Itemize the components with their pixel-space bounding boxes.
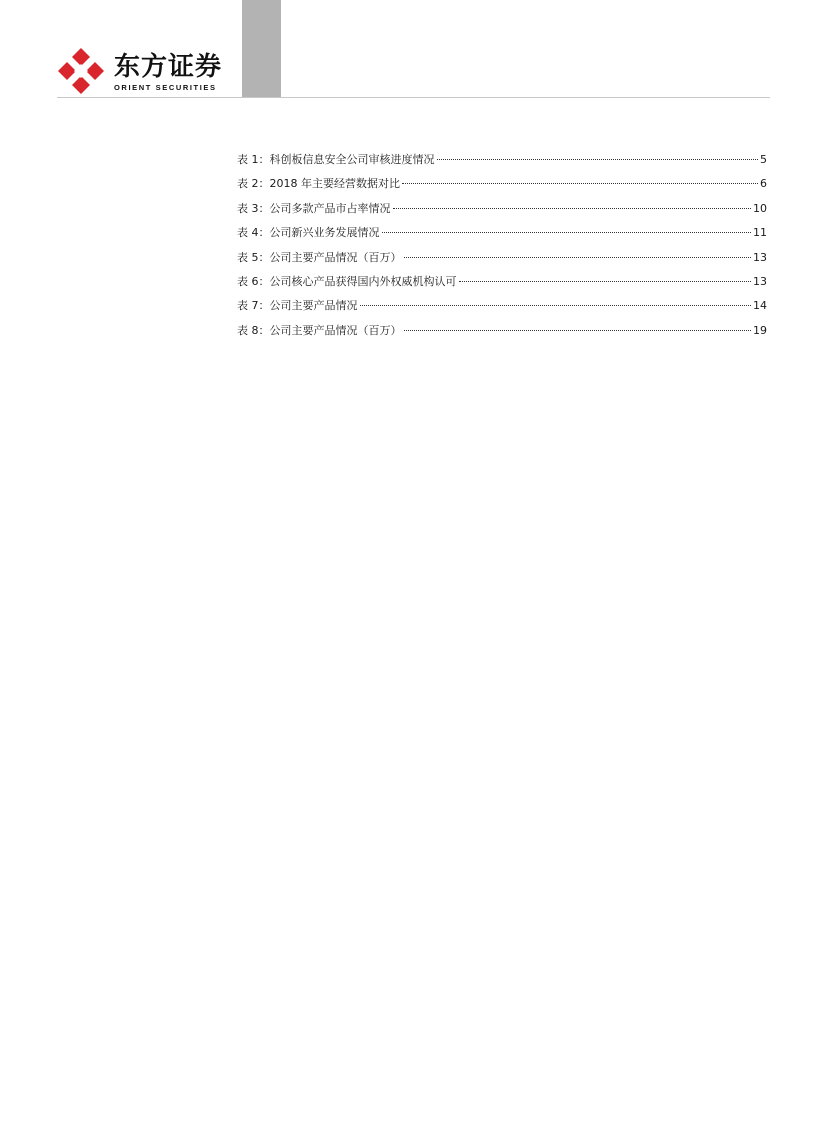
toc-entry-page: 13 [753,250,767,264]
toc-entry-label: 表 5： [237,250,270,264]
toc-entry[interactable] [237,223,767,247]
toc-entry[interactable] [237,296,767,320]
toc-dot-leader [382,232,752,233]
logo-chinese-name: 东方证券 [114,52,223,82]
toc-entry-label: 表 7： [237,299,270,313]
toc-entry-title: 科创板信息安全公司审核进度情况 [269,153,435,166]
table-of-tables [237,150,767,345]
toc-dot-leader [360,305,752,306]
toc-entry[interactable] [237,174,767,198]
toc-entry-page: 5 [760,153,767,166]
toc-dot-leader [437,159,759,160]
header-gray-block [242,0,281,98]
toc-dot-leader [402,183,758,184]
toc-entry-label: 表 8： [237,323,270,337]
toc-entry[interactable] [237,321,767,345]
toc-entry[interactable] [237,199,767,223]
toc-entry[interactable] [237,248,767,272]
toc-entry-title: 公司主要产品情况（百万） [269,323,402,337]
toc-entry[interactable] [237,272,767,296]
logo-english-name: ORIENT SECURITIES [114,83,217,92]
page-header [0,0,827,100]
toc-entry-title: 公司主要产品情况 [269,299,358,313]
toc-entry-label: 表 1： [237,153,270,166]
toc-dot-leader [404,330,752,331]
toc-entry-page: 10 [753,201,767,215]
toc-entry-title: 公司新兴业务发展情况 [269,226,380,240]
toc-entry-title: 公司多款产品市占率情况 [269,201,391,215]
toc-entry-title: 2018 年主要经营数据对比 [269,177,400,191]
toc-entry-label: 表 2： [237,177,270,191]
toc-dot-leader [404,257,752,258]
toc-entry-page: 14 [753,299,767,313]
toc-entry-label: 表 3： [237,201,270,215]
toc-entry-label: 表 4： [237,226,270,240]
toc-entry-page: 11 [753,226,767,240]
toc-entry-title: 公司主要产品情况（百万） [269,250,402,264]
header-divider [57,97,770,98]
toc-entry-page: 6 [760,177,767,191]
toc-entry[interactable] [237,150,767,174]
toc-entry-page: 13 [753,274,767,288]
toc-entry-page: 19 [753,323,767,337]
toc-entry-title: 公司核心产品获得国内外权威机构认可 [269,274,457,288]
orient-securities-logo-icon [57,48,105,94]
toc-dot-leader [393,208,752,209]
toc-dot-leader [459,281,752,282]
toc-entry-label: 表 6： [237,274,270,288]
